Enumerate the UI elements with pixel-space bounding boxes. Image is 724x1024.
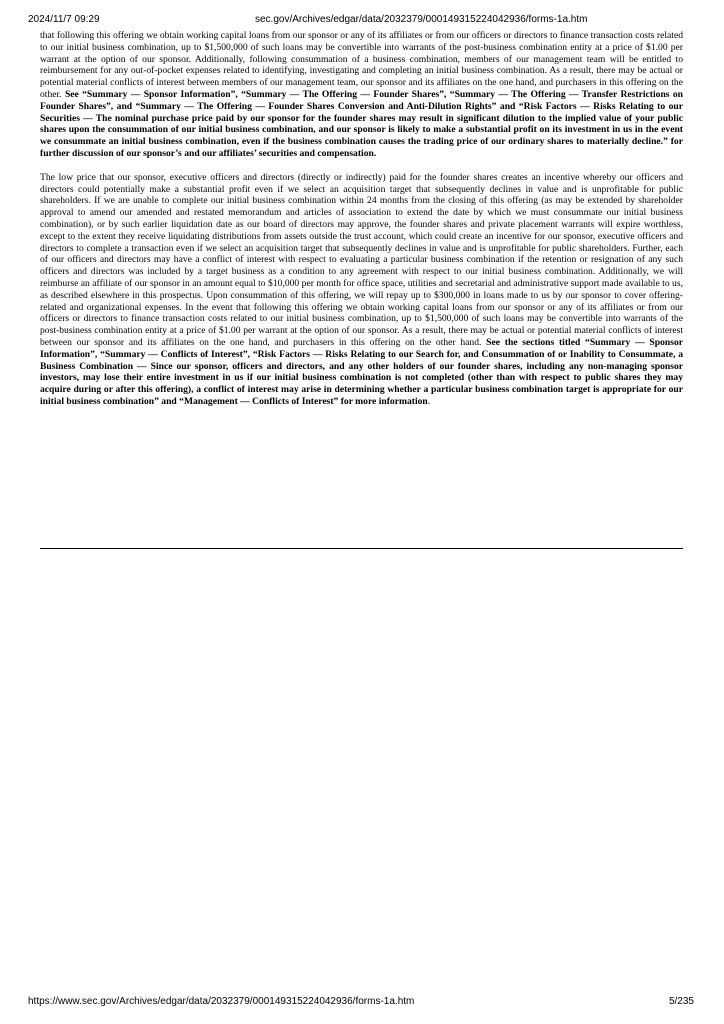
paragraph-text: The low price that our sponsor, executive officers and directors (directly or indirectly) paid for the founder shares creates an incentive whereby our officers and directors could potentially make a substantial profit even if we select an acquisition target that subsequently declines in value and is unprofitable for public shareholders. If we are unable to complete our initial business combination within 24 months from the closing of this offering (as may be extended by shareholder approval to amend our amended and restated memorandum and articles of association to extend the date by which we must consummate our initial business combination), or by such earlier liquidation date as our board of directors may approve, the founder shares and private placement warrants will expire worthless, except to the extent they receive liquidating distributions from assets outside the trust account, which could create an incentive for our sponsor, executive officers and directors to complete a transaction even if we select an acquisition target that subsequently declines in value and is unprofitable for public shareholders. Further, each of our officers and directors may have a conflict of interest with respect to evaluating a particular business combination if the retention or resignation of any such officers and directors was included by a target business as a condition to any agreement with respect to our initial business combination. Additionally, we will reimburse an affiliate of our sponsor in an amount equal to $10,000 per month for office space, utilities and secretarial and administrative support made available to us, as described elsewhere in this prospectus. Upon consummation of this offering, we will repay up to $300,000 in loans made to us by our sponsor to cover offering-related and organizational expenses. In the event that following this offering we obtain working capital loans from our sponsor or any of its affiliates or from our officers or directors to finance transaction costs related to our initial business combination, up to $1,500,000 of such loans may be convertible into warrants of the post-business combination entity at a price of $1.00 per warrant at the option of our sponsor. As a result, there may be actual or potential material conflicts of interest between our sponsor and its affiliates on the one hand, and purchasers in this offering on the other hand. <box>40 171 683 348</box>
paragraph-sponsor-compensation <box>40 30 683 160</box>
print-footer-url: https://www.sec.gov/Archives/edgar/data/2032379/000149315224042936/forms-1a.htm <box>28 996 415 1007</box>
cross-reference-bold: See the sections titled “Summary — Sponsor Information”, “Summary — Conflicts of Interest”, “Risk Factors — Risks Relating to our Search for, and Consummation of or Inability to Consummate, a Business Combination — Since our sponsor, officers and directors, and any other holders of our founder shares, including any non-managing sponsor investors, may lose their entire investment in us if our initial business combination is not completed (other than with respect to public shares they may acquire during or after this offering), a conflict of interest may arise in determining whether a particular business combination target is appropriate for our initial business combination” and “Management — Conflicts of Interest” for more information <box>40 336 684 407</box>
print-header-url: sec.gov/Archives/edgar/data/2032379/000149315224042936/forms-1a.htm <box>255 14 588 25</box>
paragraph-end: . <box>427 395 431 407</box>
paragraph-text: that following this offering we obtain working capital loans from our sponsor or any of its affiliates or from our officers or directors to finance transaction costs related to our initial business combination, up to $1,500,000 of such loans may be convertible into warrants of the post-business combination entity at a price of $1.00 per warrant at the option of our sponsor. Additionally, following consummation of a business combination, members of our management team will be entitled to reimbursement for any out-of-pocket expenses related to identifying, investigating and completing an initial business combination. As a result, there may be actual or potential material conflicts of interest between members of our management team, our sponsor and its affiliates on the one hand, and purchasers in this offering on the other. <box>40 30 683 100</box>
paragraph-founder-shares-incentive <box>40 172 683 408</box>
document-body <box>40 30 683 420</box>
horizontal-rule <box>40 548 683 549</box>
cross-reference-bold: See “Summary — Sponsor Information”, “Summary — The Offering — Founder Shares”, “Summary — The Offering — Transfer Restrictions on Founder Shares”, and “Summary — The Offering — Founder Shares Conversion and Anti-Dilution Rights” and “Risk Factors — Risks Relating to our Securities — The nominal purchase price paid by our sponsor for the founder shares may result in significant dilution to the implied value of your public shares upon the consummation of our initial business combination, and our sponsor is likely to make a substantial profit on its investment in us in the event we consummate an initial business combination, even if the business combination causes the trading price of our ordinary shares to materially decline.” for further discussion of our sponsor’s and our affiliates’ securities and compensation. <box>40 88 683 159</box>
page-number: 5/235 <box>668 996 694 1007</box>
print-datetime: 2024/11/7 09:29 <box>28 14 100 25</box>
